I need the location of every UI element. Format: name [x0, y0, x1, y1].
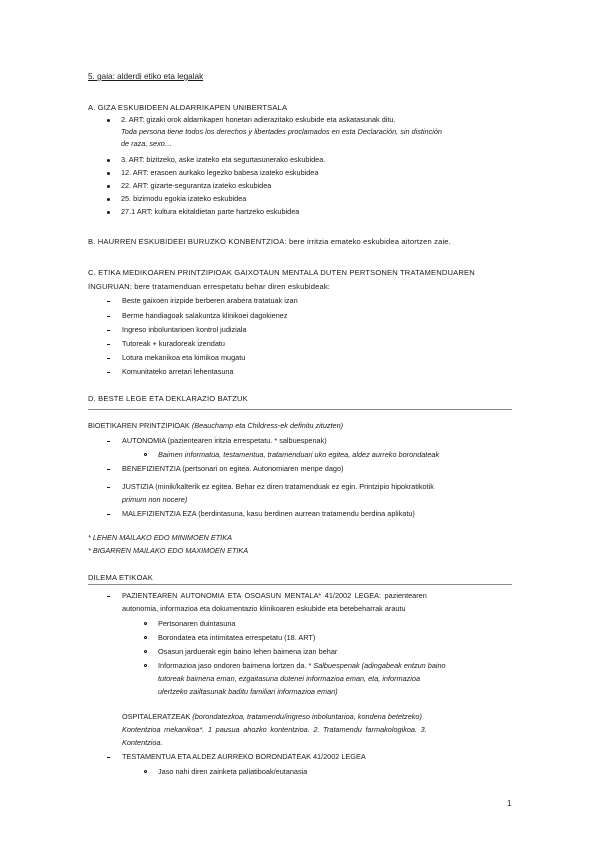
- dilemmas-heading: DILEMA ETIKOAK: [88, 573, 153, 582]
- list-item: 12. ART: erasoen aurkako legezko babesa izateko eskubidea: [121, 168, 319, 177]
- bioethics-heading-label: BIOETIKAREN PRINTZIPIOAK: [88, 421, 190, 430]
- bioethics-heading: [88, 421, 343, 431]
- exceptions-text: Salbuespenak (adingabeak entzun baino: [313, 661, 446, 670]
- hospitalization-detail: (borondatezkoa, tratamendu/ingreso inboluntarioa, kondena betetzeko): [192, 712, 422, 721]
- list-item: Pertsonaren duintasuna: [158, 619, 236, 628]
- list-item: Osasun jarduerak egin baino lehen baimena izan behar: [158, 647, 338, 656]
- principle-autonomy: AUTONOMIA (pazientearen iritzia errespetatu. * salbuespenak): [122, 436, 327, 445]
- list-item: [158, 661, 446, 671]
- autonomy-detail: Baimen informatua, testamentua, tratamenduari uko egitea, aldez aurreko borondateak: [158, 450, 440, 459]
- bullet-icon: [107, 172, 110, 175]
- restraint-line: Kontentzioa mekanikoa*. 1 pausua ahozko kontentzioa. 2. Tratamendu farmakologikoa. 3.: [122, 725, 427, 734]
- circle-bullet-icon: [144, 650, 147, 653]
- bullet-icon: [107, 119, 110, 122]
- list-item: 2. ART: gizaki orok aldarrikapen honetan adierazitako eskubide eta askatasunak ditu.: [121, 115, 396, 124]
- hospitalization-label: OSPITALERATZEAK: [122, 712, 191, 721]
- list-item: Tutoreak + kuradoreak izendatu: [122, 339, 225, 348]
- list-item: 27.1 ART: kultura ekitaldietan parte hartzeko eskubidea: [121, 207, 300, 216]
- list-item: 22. ART: gizarte-segurantza izateko eskubidea: [121, 181, 272, 190]
- divider: [88, 409, 512, 410]
- circle-bullet-icon: [144, 636, 147, 639]
- dash-icon: [107, 596, 110, 597]
- restraint-line-cont: Kontentzioa.: [122, 738, 163, 747]
- bullet-icon: [107, 185, 110, 188]
- note-line: * LEHEN MAILAKO EDO MINIMOEN ETIKA: [88, 533, 232, 542]
- principle-non-maleficence: MALEFIZIENTZIA EZA (berdintasuna, kasu berdinen aurrean tratamendu berdina aplikatu): [122, 509, 415, 518]
- dash-icon: [107, 487, 110, 488]
- dash-icon: [107, 358, 110, 359]
- dash-icon: [107, 757, 110, 758]
- list-item: Ingreso inboluntarioen kontrol judiziala: [122, 325, 247, 334]
- dash-icon: [107, 469, 110, 470]
- law-autonomy-cont: autonomia, informazioa eta dokumentazio klinikoaren eskubide eta betebeharrak arautu: [122, 604, 406, 613]
- note-line: * BIGARREN MAILAKO EDO MAXIMOEN ETIKA: [88, 546, 249, 555]
- list-item: 25. bizimodu egokia izateko eskubidea: [121, 194, 247, 203]
- bullet-icon: [107, 159, 110, 162]
- principle-justice-cont: primum non nocere): [122, 495, 188, 504]
- principle-beneficence: BENEFIZIENTZIA (pertsonari on egitea. Autonomiaren menpe dago): [122, 464, 344, 473]
- list-item: Jaso nahi diren zainketa paliatiboak/eutanasia: [158, 767, 308, 776]
- law-autonomy: PAZIENTEAREN AUTONOMIA ETA OSOASUN MENTALA* 41/2002 LEGEA: pazientearen: [122, 591, 427, 600]
- exceptions-cont: ulertzeko zailtasunak baditu familiari informazioa eman): [158, 687, 338, 696]
- divider: [88, 584, 512, 585]
- section-c-heading-cont: INGURUAN: bere tratamenduan errespetatu behar diren eskubideak:: [88, 282, 331, 291]
- page-number: 1: [507, 799, 512, 808]
- principle-justice: JUSTIZIA (minik/kalterik ez egitea. Behar ez diren tratamenduak ez egin. Printzipio hipokratikotik: [122, 482, 434, 491]
- quote-line: Toda persona tiene todos los derechos y libertades proclamados en esta Declaración, sin distinción: [121, 127, 442, 136]
- consent-info-text: Informazioa jaso ondoren baimena lortzen da. *: [158, 661, 312, 670]
- dash-icon: [107, 514, 110, 515]
- dash-icon: [107, 316, 110, 317]
- list-item: Borondatea eta intimitatea errespetatu (18. ART): [158, 633, 316, 642]
- section-b-text: B. HAURREN ESKUBIDEEI BURUZKO KONBENTZIOA: bere irritzia emateko eskubidea aitortzen zaie.: [88, 237, 451, 246]
- dash-icon: [107, 330, 110, 331]
- bullet-icon: [107, 211, 110, 214]
- circle-bullet-icon: [144, 453, 147, 456]
- circle-bullet-icon: [144, 770, 147, 773]
- bioethics-heading-note: (Beauchamp eta Childress-ek definitu zituzten): [191, 421, 344, 430]
- page-title: 5. gaia: alderdi etiko eta legalak: [88, 72, 204, 81]
- list-item: 3. ART: bizitzeko, aske izateko eta segurtasunerako eskubidea.: [121, 155, 326, 164]
- list-item: Komunitateko arretari lehentasuna: [122, 367, 234, 376]
- dash-icon: [107, 301, 110, 302]
- list-item: Beste gaixoen irizpide berberen arabera tratatuak izan: [122, 296, 298, 305]
- section-a-heading: A. GIZA ESKUBIDEEN ALDARRIKAPEN UNIBERTSALA: [88, 103, 288, 112]
- exceptions-cont: tutoreak baimena eman, ezgaitasuna dutenei informazioa eman, eta, informazioa: [158, 674, 421, 683]
- list-item: Berme handiagoak salakuntza klinikoei dagokienez: [122, 311, 288, 320]
- circle-bullet-icon: [144, 664, 147, 667]
- quote-line: de raza, sexo…: [121, 139, 173, 148]
- section-c-heading: C. ETIKA MEDIKOAREN PRINTZIPIOAK GAIXOTAUN MENTALA DUTEN PERTSONEN TRATAMENDUAREN: [88, 268, 475, 277]
- dash-icon: [107, 344, 110, 345]
- dash-icon: [107, 372, 110, 373]
- list-item: Lotura mekanikoa eta kimikoa mugatu: [122, 353, 246, 362]
- law-testament: TESTAMENTUA ETA ALDEZ AURREKO BORONDATEAK 41/2002 LEGEA: [122, 752, 366, 761]
- section-d-heading: D. BESTE LEGE ETA DEKLARAZIO BATZUK: [88, 394, 248, 403]
- circle-bullet-icon: [144, 622, 147, 625]
- hospitalization-line: [122, 712, 422, 722]
- dash-icon: [107, 441, 110, 442]
- bullet-icon: [107, 198, 110, 201]
